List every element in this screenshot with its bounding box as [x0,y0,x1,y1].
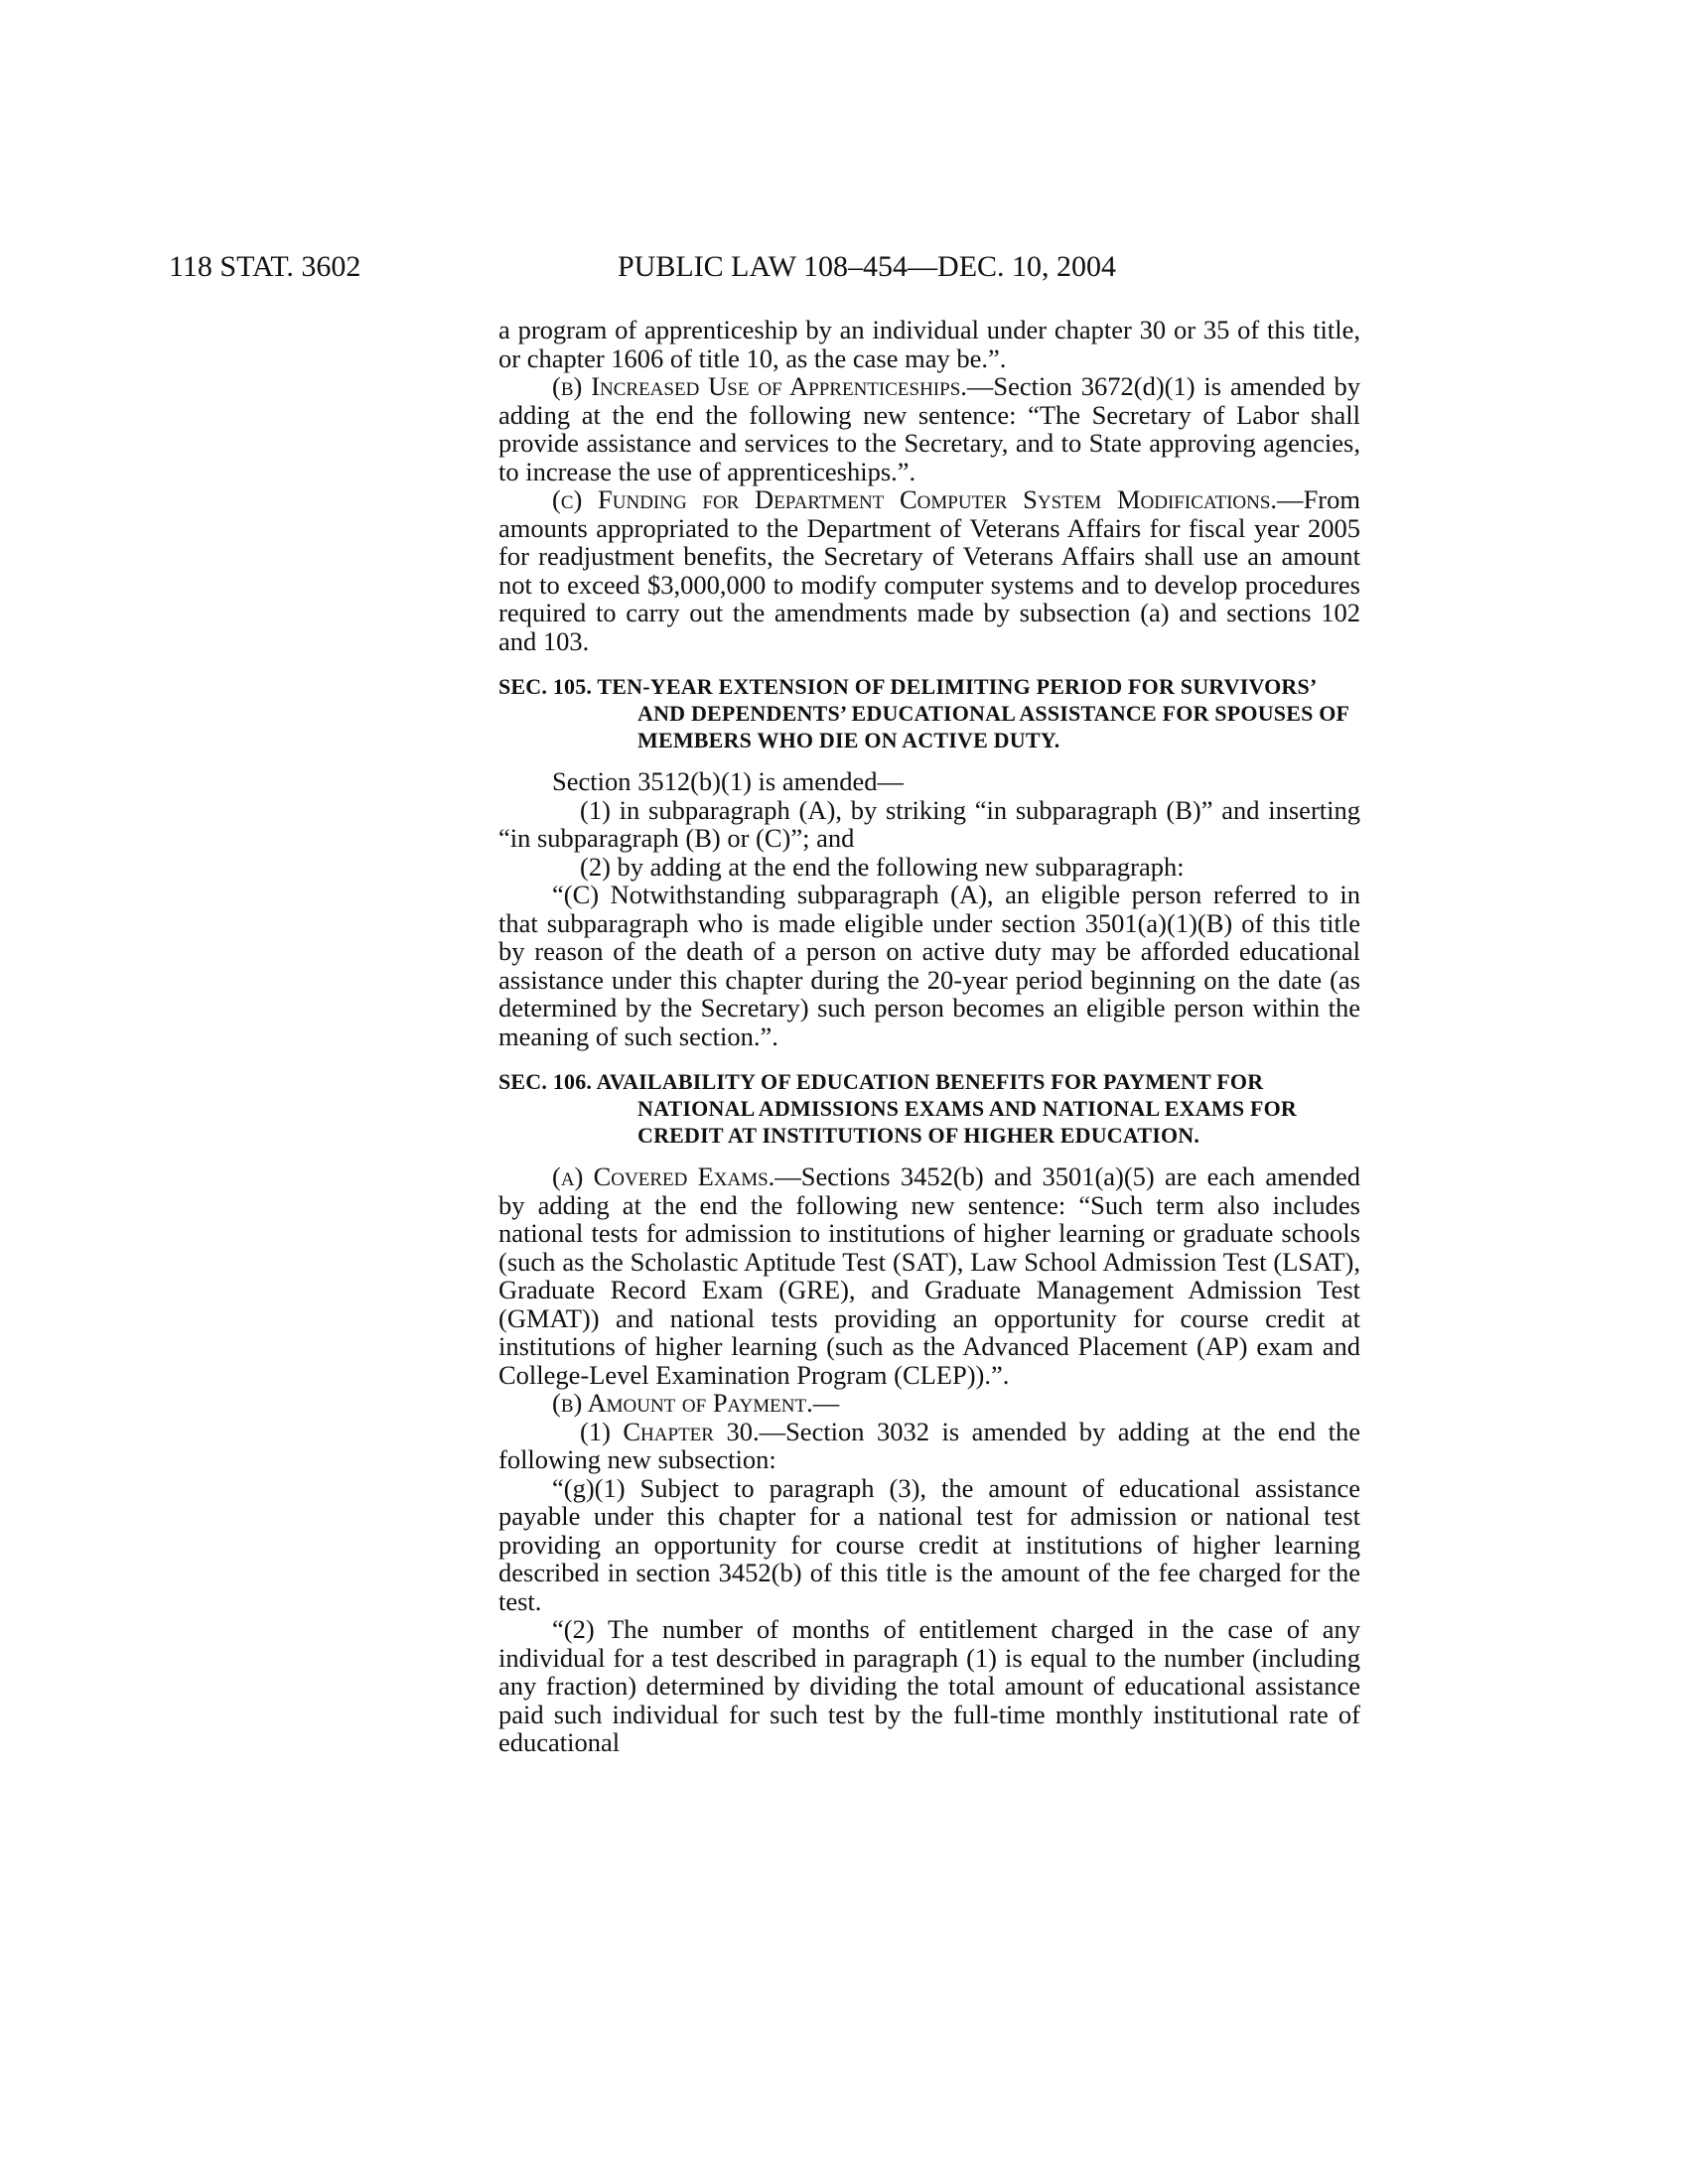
subsection-text-b: Section 3672(d)(1) is amended by adding at the end the following new sentence: “The Secretary of Labor shall provide assistance and services to the Secretary, and to State approving agencies, to increase the use of apprenticeships.”. [498,371,1360,486]
subsection-heading-b: (b) Increased Use of Apprenticeships.— [552,371,994,401]
subsection-heading-a: (a) Covered Exams.— [552,1161,801,1191]
page-header [0,250,1688,290]
paragraph-chapter-30 [498,1418,1360,1474]
paragraph-funding [498,485,1360,655]
paragraph-covered-exams [498,1162,1360,1389]
paragraph-heading-chapter-30: (1) Chapter 30.— [580,1416,786,1446]
section-106-heading: SEC. 106. AVAILABILITY OF EDUCATION BENEFITS FOR PAYMENT FOR NATIONAL ADMISSIONS EXAMS AND NATIONAL EXAMS FOR CREDIT AT INSTITUTIONS OF HIGHER EDUCATION. [498,1069,1297,1148]
section-105-item-1: (1) in subparagraph (A), by striking “in subparagraph (B)” and inserting “in subparagraph (B) or (C)”; and [498,794,1360,853]
statute-page-number: 118 STAT. 3602 [169,250,361,283]
section-105-subparagraph-c: “(C) Notwithstanding subparagraph (A), an eligible person referred to in that subparagraph who is made eligible under section 3501(a)(1)(B) of this title by reason of the death of a person on active duty may be afforded educational assistance under this chapter during the 20-year period beginning on the date (as determined by the Secretary) such person becomes an eligible person within the meaning of such section.”. [498,880,1360,1051]
subsection-heading-amount: (b) Amount of Payment.— [552,1388,840,1418]
paragraph-increased-use [498,372,1360,485]
subsection-heading-c: (c) Funding for Department Computer System Modifications.— [552,484,1304,514]
paragraph-amount-of-payment [498,1389,1360,1418]
paragraph-g-1: “(g)(1) Subject to paragraph (3), the amount of educational assistance payable under this chapter for a national test for admission or national test providing an opportunity for course credit at institutions of higher learning described in section 3452(b) of this title is the amount of the fee charged for the test. [498,1472,1360,1616]
paragraph-apprenticeship-end: a program of apprenticeship by an individual under chapter 30 or 35 of this title, or chapter 1606 of title 10, as the case may be.”. [498,315,1360,373]
paragraph-text-chapter-30: Section 3032 is amended by adding at the end the following new subsection: [498,1416,1360,1474]
document-body [498,316,1360,1757]
paragraph-g-2: “(2) The number of months of entitlement charged in the case of any individual for a test described in paragraph (1) is equal to the number (including any fraction) determined by dividing the total amount of educational assistance paid such individual for such test by the full-time monthly institutional rate of educational [498,1614,1360,1757]
section-105-heading: SEC. 105. TEN-YEAR EXTENSION OF DELIMITING PERIOD FOR SURVIVORS’ AND DEPENDENTS’ EDUCATIONAL ASSISTANCE FOR SPOUSES OF MEMBERS WHO DIE ON ACTIVE DUTY. [498,674,1349,752]
subsection-text-a: Sections 3452(b) and 3501(a)(5) are each amended by adding at the end the following new sentence: “Such term also includes national tests for admission to institutions of higher learning or graduate schools (such as the Scholastic Aptitude Test (SAT), Law School Admission Test (LSAT), Graduate Record Exam (GRE), and Graduate Management Admission Test (GMAT)) and national tests providing an opportunity for course credit at institutions of higher learning (such as the Advanced Placement (AP) exam and College-Level Examination Program (CLEP)).”. [498,1161,1360,1390]
subsection-text-c: From amounts appropriated to the Department of Veterans Affairs for fiscal year 2005 for readjustment benefits, the Secretary of Veterans Affairs shall use an amount not to exceed $3,000,000 to modify computer systems and to develop procedures required to carry out the amendments made by subsection (a) and sections 102 and 103. [498,484,1360,656]
section-105-intro: Section 3512(b)(1) is amended— [552,766,904,796]
section-105-item-2: (2) by adding at the end the following new subparagraph: [580,851,1185,882]
public-law-heading: PUBLIC LAW 108–454—DEC. 10, 2004 [618,250,1117,283]
